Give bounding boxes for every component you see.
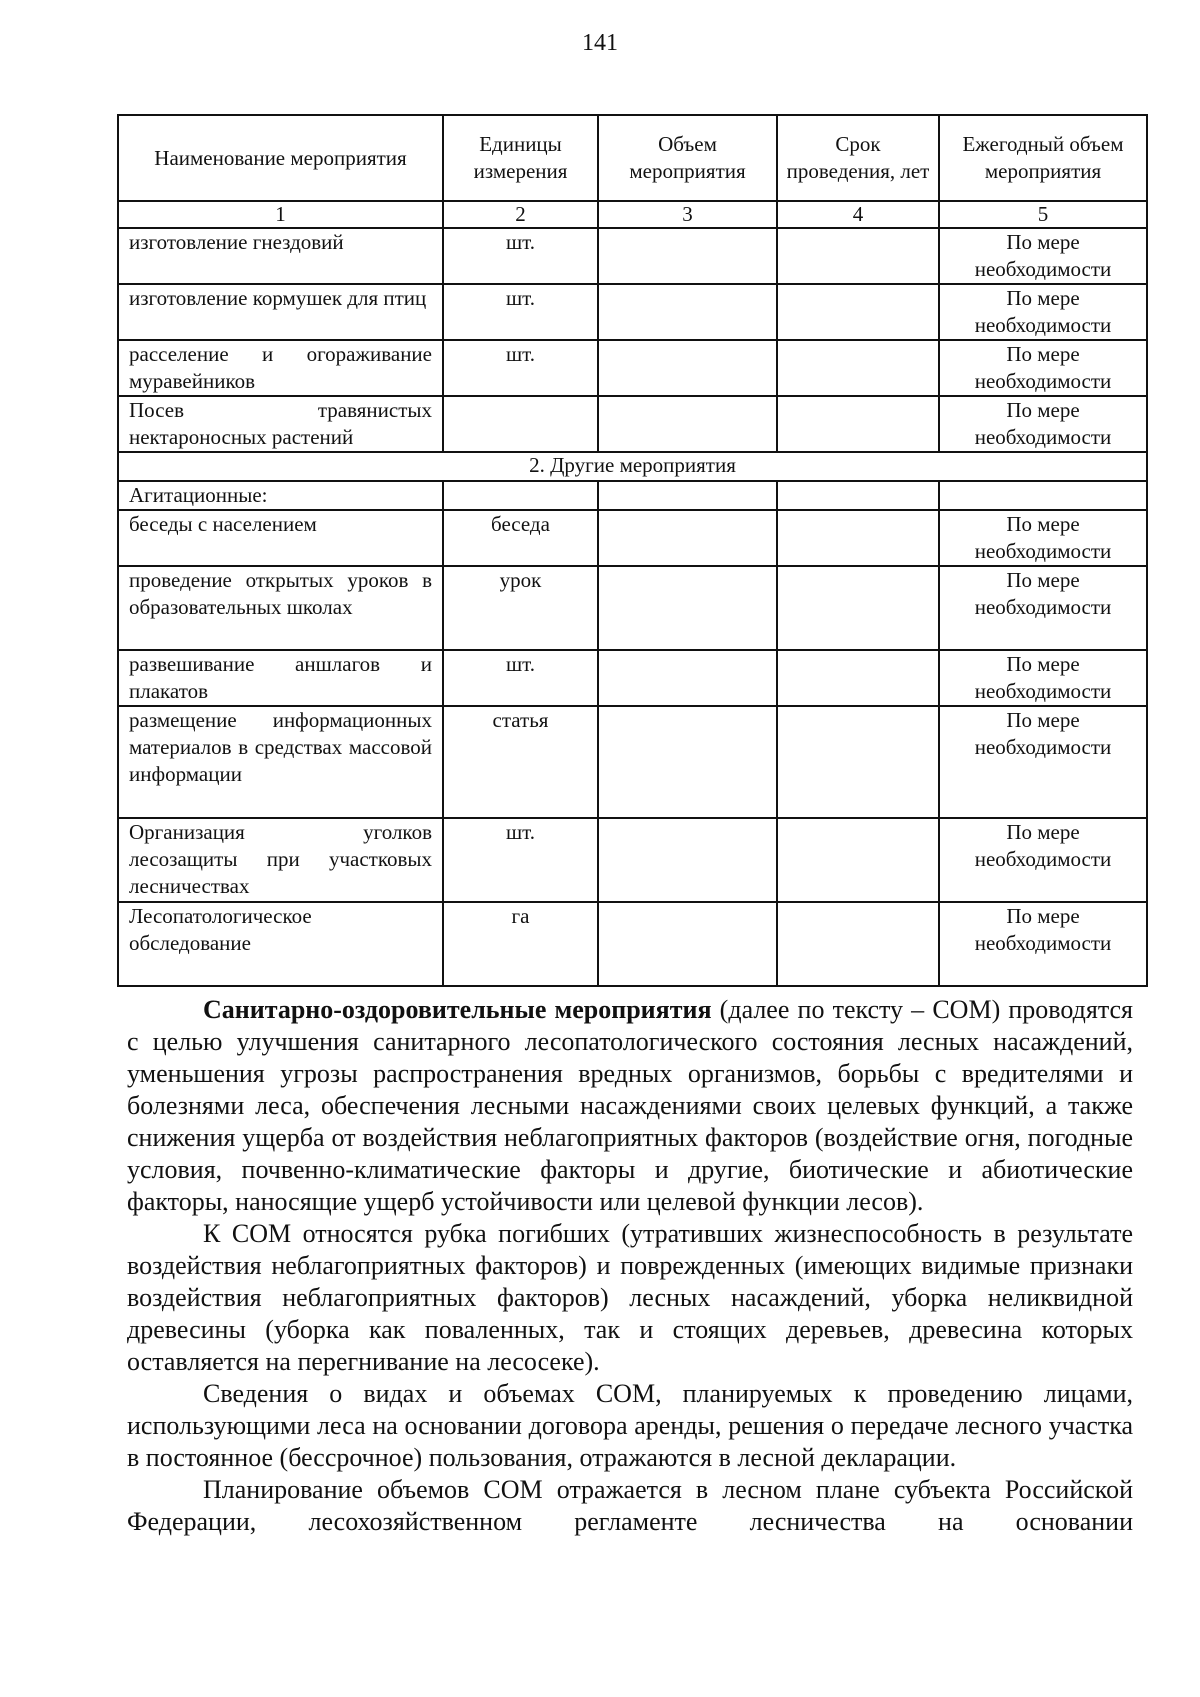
measure-name: размещение информационных материалов в средствах массовой информации xyxy=(118,706,443,818)
measure-volume xyxy=(598,566,777,650)
table-row xyxy=(118,902,1147,986)
column-number: 3 xyxy=(598,201,777,228)
header-cell: Объем мероприятия xyxy=(598,115,777,201)
table-row xyxy=(118,340,1147,396)
measure-annual: По мере необходимости xyxy=(939,228,1147,284)
measure-unit xyxy=(443,396,598,452)
measure-name: изготовление гнездовий xyxy=(118,228,443,284)
measure-term xyxy=(777,396,939,452)
measure-unit xyxy=(443,481,598,510)
measure-volume xyxy=(598,340,777,396)
table-row xyxy=(118,706,1147,818)
table-row xyxy=(118,481,1147,510)
paragraph: Планирование объемов СОМ отражается в лесном плане субъекта Российской Федерации, лесохозяйственном регламенте лесничества на основании xyxy=(127,1475,1133,1536)
measure-name: развешивание аншлагов и плакатов xyxy=(118,650,443,706)
page-number: 141 xyxy=(582,30,618,56)
measure-unit: урок xyxy=(443,566,598,650)
table-row xyxy=(118,284,1147,340)
measure-unit: шт. xyxy=(443,228,598,284)
column-number: 5 xyxy=(939,201,1147,228)
paragraph xyxy=(127,994,1133,1218)
measure-volume xyxy=(598,510,777,566)
measure-annual: По мере необходимости xyxy=(939,284,1147,340)
measure-volume xyxy=(598,818,777,902)
measure-annual xyxy=(939,481,1147,510)
measure-volume xyxy=(598,481,777,510)
measure-name: беседы с населением xyxy=(118,510,443,566)
measure-annual: По мере необходимости xyxy=(939,566,1147,650)
measure-term xyxy=(777,340,939,396)
measure-unit: га xyxy=(443,902,598,986)
table-row xyxy=(118,228,1147,284)
measure-annual: По мере необходимости xyxy=(939,396,1147,452)
paragraph-text: (далее по тексту – СОМ) проводятся с целью улучшения санитарного лесопатологического состояния лесных насаждений, уменьшения угрозы распространения вредных организмов, борьбы с вредителями и болезнями леса, обеспечения лесными насаждениями своих целевых функций, а также снижения ущерба от воздействия неблагоприятных факторов (воздействие огня, погодные условия, почвенно-климатические факторы и другие, биотические и абиотические факторы, наносящие ущерб устойчивости или целевой функции лесов). xyxy=(127,995,1133,1216)
table-row xyxy=(118,818,1147,902)
table-row xyxy=(118,396,1147,452)
measure-term xyxy=(777,650,939,706)
table-row xyxy=(118,566,1147,650)
measure-term xyxy=(777,706,939,818)
measure-annual: По мере необходимости xyxy=(939,706,1147,818)
measure-annual: По мере необходимости xyxy=(939,650,1147,706)
paragraph: К СОМ относятся рубка погибших (утративших жизнеспособность в результате воздействия неблагоприятных факторов) и поврежденных (имеющих видимые признаки воздействия неблагоприятных факторов) лесных насаждений, уборка неликвидной древесины (уборка как поваленных, так и стоящих деревьев, древесина которых оставляется на перегнивание на лесосеке). xyxy=(127,1219,1133,1376)
column-number: 4 xyxy=(777,201,939,228)
measure-name: Организация уголков лесозащиты при участковых лесничествах xyxy=(118,818,443,902)
measure-name: Агитационные: xyxy=(118,481,443,510)
measure-volume xyxy=(598,650,777,706)
measure-name: Лесопатологическое обследование xyxy=(118,902,443,986)
measure-name: расселение и огораживание муравейников xyxy=(118,340,443,396)
measure-unit: шт. xyxy=(443,284,598,340)
measure-volume xyxy=(598,284,777,340)
measure-term xyxy=(777,510,939,566)
measure-annual: По мере необходимости xyxy=(939,510,1147,566)
measure-name: Посев травянистых нектароносных растений xyxy=(118,396,443,452)
header-cell: Срок проведения, лет xyxy=(777,115,939,201)
measure-annual: По мере необходимости xyxy=(939,902,1147,986)
header-cell: Наименование мероприятия xyxy=(118,115,443,201)
measure-unit: шт. xyxy=(443,340,598,396)
measure-term xyxy=(777,902,939,986)
column-number-row xyxy=(118,201,1147,228)
measure-annual: По мере необходимости xyxy=(939,340,1147,396)
header-cell: Единицы измерения xyxy=(443,115,598,201)
measure-term xyxy=(777,228,939,284)
measure-volume xyxy=(598,706,777,818)
measure-annual: По мере необходимости xyxy=(939,818,1147,902)
measure-name: изготовление кормушек для птиц xyxy=(118,284,443,340)
measure-term xyxy=(777,481,939,510)
column-number: 1 xyxy=(118,201,443,228)
measure-unit: беседа xyxy=(443,510,598,566)
section-row xyxy=(118,452,1147,481)
table-row xyxy=(118,650,1147,706)
section-title: 2. Другие мероприятия xyxy=(118,452,1147,481)
measure-term xyxy=(777,818,939,902)
measure-volume xyxy=(598,228,777,284)
measure-term xyxy=(777,566,939,650)
measures-table xyxy=(117,114,1148,987)
table-header-row xyxy=(118,115,1147,201)
measure-term xyxy=(777,284,939,340)
measure-unit: статья xyxy=(443,706,598,818)
measure-name: проведение открытых уроков в образовательных школах xyxy=(118,566,443,650)
measure-volume xyxy=(598,902,777,986)
term-bold: Санитарно-оздоровительные мероприятия xyxy=(203,995,712,1024)
column-number: 2 xyxy=(443,201,598,228)
table-row xyxy=(118,510,1147,566)
header-cell: Ежегодный объем мероприятия xyxy=(939,115,1147,201)
measure-unit: шт. xyxy=(443,650,598,706)
measure-volume xyxy=(598,396,777,452)
body-text xyxy=(127,994,1133,1538)
paragraph: Сведения о видах и объемах СОМ, планируемых к проведению лицами, использующими леса на основании договора аренды, решения о передаче лесного участка в постоянное (бессрочное) пользования, отражаются в лесной декларации. xyxy=(127,1379,1133,1472)
measure-unit: шт. xyxy=(443,818,598,902)
